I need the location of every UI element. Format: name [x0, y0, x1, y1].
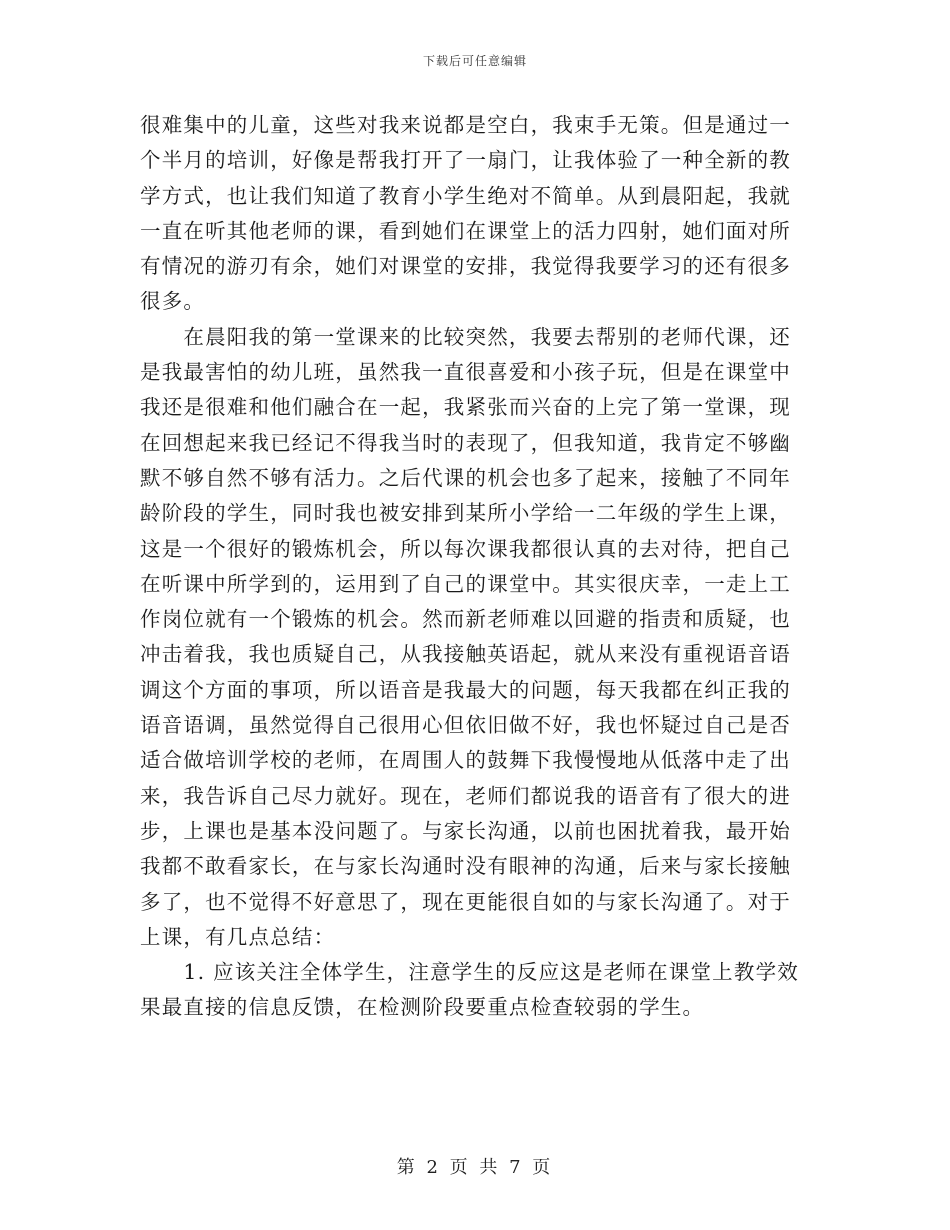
text-line: 默不够自然不够有活力。之后代课的机会也多了起来，接触了不同年	[140, 465, 791, 490]
text-line: 是我最害怕的幼儿班，虽然我一直很喜爱和小孩子玩，但是在课堂中	[140, 360, 791, 385]
text-line: 个半月的培训，好像是帮我打开了一扇门，让我体验了一种全新的教	[140, 148, 791, 173]
text-line: 来，我告诉自己尽力就好。现在，老师们都说我的语音有了很大的进	[140, 783, 791, 808]
text-line: 学方式，也让我们知道了教育小学生绝对不简单。从到晨阳起，我就	[140, 183, 791, 208]
text-line: 龄阶段的学生，同时我也被安排到某所小学给一二年级的学生上课，	[140, 501, 791, 526]
text-line: 果最直接的信息反馈，在检测阶段要重点检查较弱的学生。	[140, 995, 705, 1020]
text-line: 这是一个很好的锻炼机会，所以每次课我都很认真的去对待，把自己	[140, 536, 791, 561]
text-line: 作岗位就有一个锻炼的机会。然而新老师难以回避的指责和质疑，也	[140, 607, 791, 632]
text-line: 我还是很难和他们融合在一起，我紧张而兴奋的上完了第一堂课，现	[140, 395, 791, 420]
text-line: 有情况的游刃有余，她们对课堂的安排，我觉得我要学习的还有很多	[140, 254, 791, 279]
text-line: 在晨阳我的第一堂课来的比较突然，我要去帮别的老师代课，还	[140, 324, 791, 349]
document-body	[140, 108, 800, 1026]
text-line: 在听课中所学到的，运用到了自己的课堂中。其实很庆幸，一走上工	[140, 571, 791, 596]
text-line: 多了，也不觉得不好意思了，现在更能很自如的与家长沟通了。对于	[140, 889, 791, 914]
text-line: 我都不敢看家长，在与家长沟通时没有眼神的沟通，后来与家长接触	[140, 854, 791, 879]
text-line: 一直在听其他老师的课，看到她们在课堂上的活力四射，她们面对所	[140, 218, 791, 243]
text-line: 冲击着我，我也质疑自己，从我接触英语起，就从来没有重视语音语	[140, 642, 791, 667]
text-line: 1. 应该关注全体学生，注意学生的反应这是老师在课堂上教学效	[140, 960, 799, 985]
text-line: 在回想起来我已经记不得我当时的表现了，但我知道，我肯定不够幽	[140, 430, 791, 455]
page-header: 下载后可任意编辑	[422, 54, 527, 68]
page-number-footer: 第 2 页 共 7 页	[396, 1157, 554, 1178]
text-line: 调这个方面的事项，所以语音是我最大的问题，每天我都在纠正我的	[140, 677, 791, 702]
text-line: 语音语调，虽然觉得自己很用心但依旧做不好，我也怀疑过自己是否	[140, 713, 791, 738]
text-line: 适合做培训学校的老师，在周围人的鼓舞下我慢慢地从低落中走了出	[140, 748, 791, 773]
text-line: 上课，有几点总结：	[140, 924, 336, 949]
text-line: 步，上课也是基本没问题了。与家长沟通，以前也困扰着我，最开始	[140, 818, 791, 843]
text-line: 很难集中的儿童，这些对我来说都是空白，我束手无策。但是通过一	[140, 113, 791, 137]
text-line: 很多。	[140, 289, 206, 314]
